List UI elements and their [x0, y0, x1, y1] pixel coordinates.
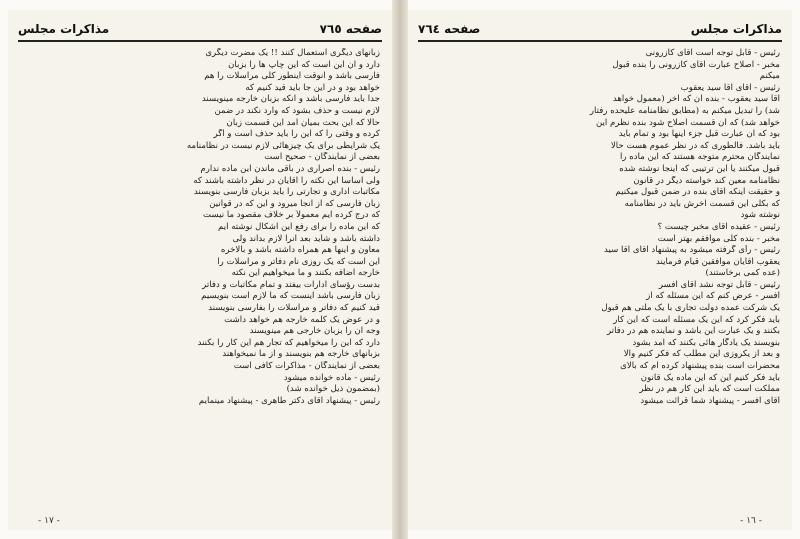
text-line: خواهد شد) که آن قسمت اصلاح شود بنده نظرم این [595, 117, 780, 128]
right-page-header [418, 18, 782, 42]
text-line: که درج کرده ایم معمولاً بر خلاف مقصود ما نیست [203, 210, 380, 221]
text-line: یک شرایطی برای یک چیزهائی لازم نیست در نظامنامه [186, 140, 380, 151]
right-page-number: صفحه ٧٦٤ [418, 22, 481, 36]
text-line: نوشته شود [740, 210, 780, 221]
text-line: بعضی از نمایندگان - مذاکرات کافی است [233, 361, 380, 372]
text-line: نمایندگان محترم متوجه هستند که این ماده را [620, 152, 780, 163]
text-line: رئیس - ماده خوانده میشود [283, 372, 380, 383]
text-line: خارجه اضافه بکنند و ما میخواهیم این نکته [231, 268, 380, 279]
text-line: رئیس - پیشنهاد آقای دکتر طاهری - پیشنهاد مینمایم [198, 395, 380, 406]
right-page [408, 10, 792, 530]
text-line: زبان فارسی که از آنجا میرود و این که در قوانین [209, 198, 380, 209]
text-line: بنویسند یک یادگار هائی بکنند که آمد بشود [632, 337, 780, 348]
text-line: که این ماده را برای رفع این اشکال نوشته ایم [217, 221, 380, 232]
text-line: جدا باید فارسی باشد و آنکه بزبان خارجه مینویسند [201, 94, 380, 105]
text-line: باید باشد. فالطوری که در نظر عموم هست حالا [610, 140, 780, 151]
text-line: رئیس - قابل توجه نشد آقای افسر [658, 279, 780, 290]
text-line: مخبر - اصلاح عبارت آقای کازرونی را بنده قبول [612, 59, 780, 70]
text-line: رئیس - قابل توجه است آقای کازرونی [645, 48, 780, 58]
text-line: حالا که این بحث بمیان آمد این قسمت زبان [226, 117, 380, 128]
text-line: دارد که این را میخواهیم که تجار هم این کار را بکنند [197, 337, 380, 348]
text-line: باید فکر کرد که این یک مسئله است که این کار [613, 314, 780, 325]
text-line: و در عوض یک کلمه خارجه هم خواهد داشت [224, 314, 380, 325]
text-line: زبانهای دیگری استعمال کنند !! یک مضرت دیگری [205, 48, 380, 58]
text-line: (عده کمی برخاستند) [705, 268, 780, 279]
text-line: محضرات است بنده پیشنهاد کرده ام که بالای [620, 361, 780, 372]
text-line: و حقیقت اینکه آقای بنده در ضمن قبول میکنیم [615, 187, 780, 198]
text-line: خواهد بود و در این جا باید قید کنیم که [245, 82, 380, 93]
text-line: باید فکر کنیم این که این ماده یک قانون [640, 372, 780, 383]
left-page-text [20, 48, 380, 512]
text-line: لازم نیست و حذف بشود که وارد نکند در ضمن [214, 105, 380, 116]
text-line: افسر - عرض کنم که این مسئله که از [646, 291, 780, 302]
text-line: که بکلی این قسمت آخرش باید در نظامنامه [624, 198, 780, 209]
text-line: بود که آن عبارت قبل جزء اینها بود و تمام باید [618, 129, 780, 140]
left-page-footer-number: - ١٧ - [38, 516, 60, 526]
text-line: بکنند و یک عبارت این باشد و نماینده هم در دفاتر [606, 326, 780, 337]
text-line: نظامنامه معین کند خواسته دیگر در قانون [633, 175, 780, 186]
text-line: ولی اساساً این نکته را آقایان در نظر داشته باشند که [193, 175, 380, 186]
right-page-text [420, 48, 780, 512]
text-line: و بعد از یکروزی این مطلب که فکر کنیم والا [623, 349, 780, 360]
text-line: دارد و آن این است که این چاپ ها را بزبان [228, 59, 380, 70]
text-line: آقای افسر - پیشنهاد شما قرائت میشود [640, 395, 780, 406]
right-page-footer-number: - ١٦ - [740, 516, 762, 526]
text-line: مکاتبات اداری و تجارتی را باید بزبان فارسی بنویسند [193, 187, 380, 198]
text-line: شد) را تبدیل میکنم به (مطابق نظامنامه علیحده رفتار [589, 105, 780, 116]
text-line: رئیس - رأی گرفته میشود به پیشنهاد آقای آقا سید [603, 245, 780, 256]
text-line: مخبر - بنده کلی موافقم بهتر است [657, 233, 780, 244]
text-line: بدست رؤسای ادارات بیفتد و تمام مکاتبات و دفاتر [202, 279, 380, 290]
text-line: وجه آن را بزبان خارجی هم مینویسند [249, 326, 380, 337]
text-line: یعقوب آقایان موافقین قیام فرمایند [655, 256, 780, 267]
left-page-number: صفحه ٧٦٥ [319, 22, 382, 36]
right-page-title: مذاکرات مجلس [690, 22, 782, 36]
book-gutter [392, 0, 408, 539]
text-line: این است که یک روزی نام دفاتر و مراسلات را [217, 256, 380, 267]
text-line: میکنم [759, 71, 780, 82]
text-line: قید کنیم که دفاتر و مراسلات را بفارسی بنویسند [208, 303, 380, 314]
text-line: آقا سید یعقوب - بنده آن که آخر (معمول خواهد [612, 94, 780, 105]
text-line: بزبانهای خارجه هم بنویسند و از ما نمیخواهند [222, 349, 380, 360]
left-page-header [18, 18, 382, 42]
text-line: معاون و اینها هم همراه داشته باشد و بالاخره [220, 245, 380, 256]
text-line: کرده و وقتی را که این را باید حذف است و اگر [213, 129, 380, 140]
left-page [8, 10, 392, 530]
text-line: مملکت است که باید این کار هم در نظر [639, 384, 780, 395]
text-line: (بمضمون ذیل خوانده شد) [286, 384, 380, 395]
text-line: زبان فارسی باشد اینست که ما لازم است بنویسیم [201, 291, 380, 302]
text-line: رئیس - آقای آقا سید یعقوب [680, 82, 780, 93]
text-line: یک شرکت عمده دولت تجاری با یک ملتی هم قبول [601, 303, 780, 314]
text-line: فارسی باشد و آنوقت اینطور کلی مراسلات را هم [204, 71, 380, 82]
text-line: بعضی از نمایندگان - صحیح است [264, 152, 380, 163]
left-page-title: مذاكرات مجلس [18, 22, 110, 36]
text-line: قبول میکنند یا این ترتیبی که اینجا نوشته شده [619, 163, 780, 174]
text-line: رئیس - بنده اصراری در باقی ماندن این ماده ندارم [200, 163, 380, 174]
text-line: داشته باشد و شاید بعد آنرا لازم بداند ولی [232, 233, 380, 244]
text-line: رئیس - عقیده آقای مخبر چیست ؟ [657, 221, 780, 232]
